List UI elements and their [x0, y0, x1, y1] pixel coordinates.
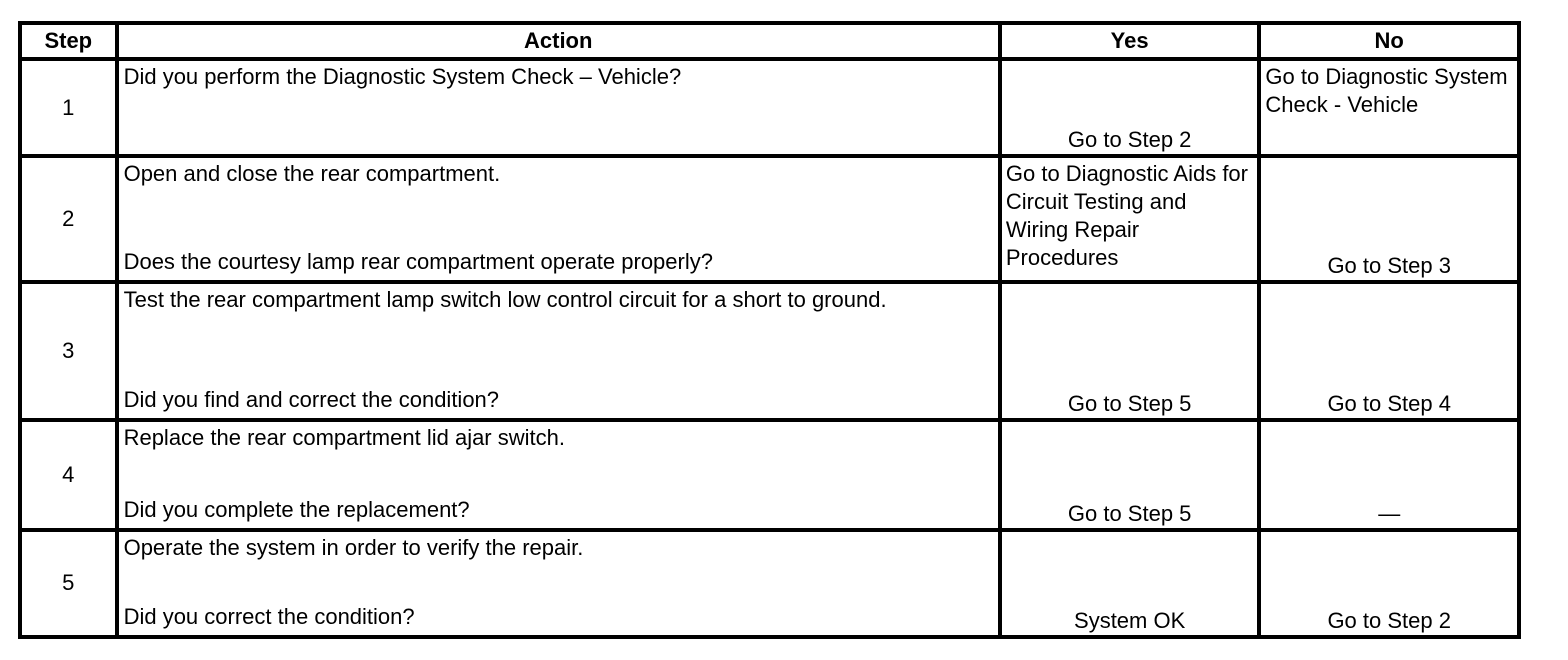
table-row — [20, 282, 1519, 420]
action-instruction: Did you perform the Diagnostic System Check – Vehicle? — [123, 64, 682, 89]
action-cell — [117, 420, 1000, 530]
action-question: Did you find and correct the condition? — [123, 386, 500, 412]
step-number: 3 — [20, 282, 117, 420]
table-row — [20, 156, 1519, 282]
table-row — [20, 420, 1519, 530]
no-outcome: Go to Step 3 — [1259, 156, 1519, 282]
header-no: No — [1259, 23, 1519, 59]
header-step: Step — [20, 23, 117, 59]
yes-outcome: Go to Step 5 — [1000, 420, 1260, 530]
action-cell — [117, 59, 1000, 156]
yes-outcome: Go to Diagnostic Aids for Circuit Testing and Wiring Repair Procedures — [1000, 156, 1260, 282]
step-number: 4 — [20, 420, 117, 530]
action-cell — [117, 530, 1000, 638]
action-question: Did you correct the condition? — [123, 604, 415, 629]
action-question: Did you complete the replacement? — [123, 496, 470, 522]
table-header-row — [20, 23, 1519, 59]
step-number: 2 — [20, 156, 117, 282]
no-outcome: Go to Step 2 — [1259, 530, 1519, 638]
yes-outcome: System OK — [1000, 530, 1260, 638]
action-instruction: Open and close the rear compartment. — [123, 161, 501, 187]
table-row — [20, 530, 1519, 638]
yes-outcome: Go to Step 2 — [1000, 59, 1260, 156]
table-row — [20, 59, 1519, 156]
header-action: Action — [117, 23, 1000, 59]
step-number: 5 — [20, 530, 117, 638]
diagnostic-table — [18, 21, 1521, 639]
diagnostic-table-container — [18, 21, 1521, 639]
action-instruction: Operate the system in order to verify the repair. — [123, 534, 584, 560]
action-cell — [117, 156, 1000, 282]
step-number: 1 — [20, 59, 117, 156]
no-outcome: Go to Diagnostic System Check - Vehicle — [1259, 59, 1519, 156]
action-instruction: Replace the rear compartment lid ajar switch. — [123, 424, 565, 450]
action-question: Does the courtesy lamp rear compartment operate properly? — [123, 249, 713, 275]
action-instruction: Test the rear compartment lamp switch low control circuit for a short to ground. — [123, 287, 887, 313]
no-outcome: — — [1259, 420, 1519, 530]
no-outcome: Go to Step 4 — [1259, 282, 1519, 420]
yes-outcome: Go to Step 5 — [1000, 282, 1260, 420]
header-yes: Yes — [1000, 23, 1260, 59]
action-cell — [117, 282, 1000, 420]
